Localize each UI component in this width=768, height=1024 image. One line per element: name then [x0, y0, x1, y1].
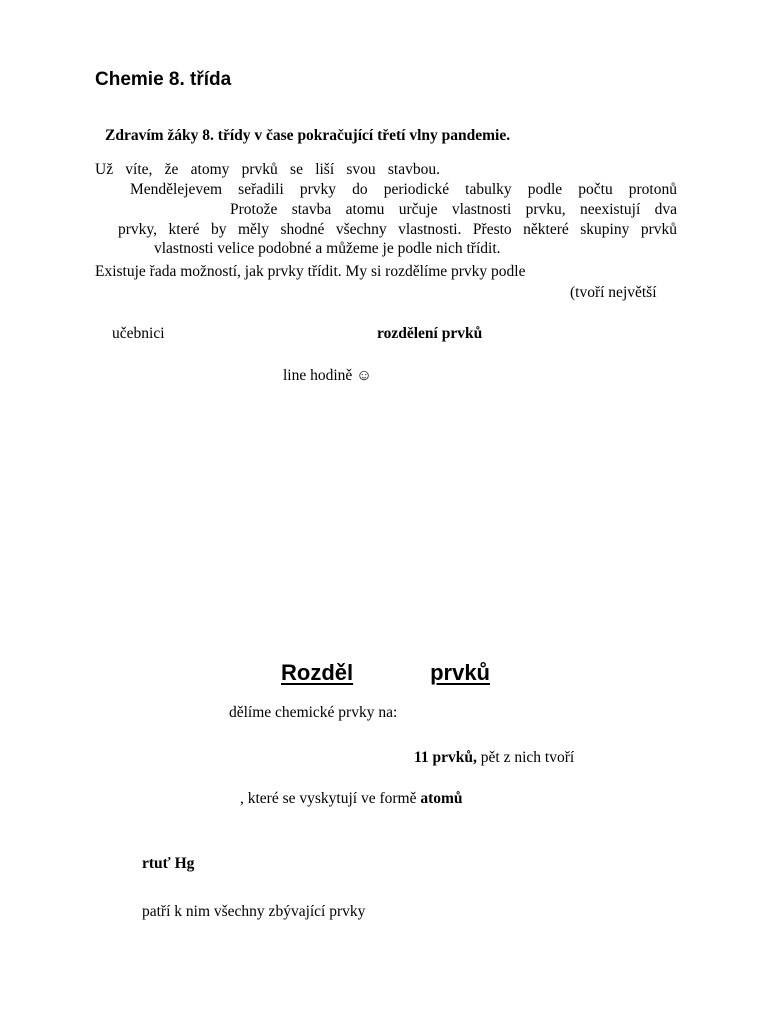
mercury-line: rtuť Hg [142, 855, 195, 872]
count-bold: 11 prvků, [414, 749, 477, 766]
element-division-label: rozdělení prvků [377, 325, 483, 342]
intro-line-2: Mendělejevem seřadili prvky do periodické tabulky podle počtu protonů [130, 181, 677, 198]
document-title: Chemie 8. třída [95, 69, 232, 90]
intro-line-5: vlastnosti velice podobné a můžeme je podle nich třídit. [154, 240, 501, 257]
remaining-elements-line: patří k nim všechny zbývající prvky [142, 903, 366, 920]
section-heading-right: prvků [430, 660, 490, 685]
intro-line-1: Už víte, že atomy prvků se liší svou stavbou. [95, 161, 440, 178]
greeting-line: Zdravím žáky 8. třídy v čase pokračující třetí vlny pandemie. [105, 127, 511, 144]
count-line [414, 749, 574, 767]
atoms-line [240, 790, 463, 808]
sorting-line-1: Existuje řada možností, jak prvky třídit. My si rozdělíme prvky podle [95, 263, 526, 280]
atoms-bold: atomů [420, 790, 463, 807]
section-heading-left: Rozděl [281, 660, 354, 685]
intro-line-4: prvky, které by měly shodné všechny vlastnosti. Přesto některé skupiny prvků [118, 221, 677, 238]
count-rest: pět z nich tvoří [476, 749, 575, 766]
intro-line-3: Protože stavba atomu určuje vlastnosti prvku, neexistují dva [230, 201, 677, 218]
sorting-line-2: (tvoří největší [570, 284, 657, 301]
atoms-rest: , které se vyskytují ve formě [240, 790, 421, 807]
division-intro-line: dělíme chemické prvky na: [229, 704, 398, 721]
online-lesson-line: line hodině ☺ [283, 367, 373, 384]
textbook-word: učebnici [112, 325, 165, 342]
